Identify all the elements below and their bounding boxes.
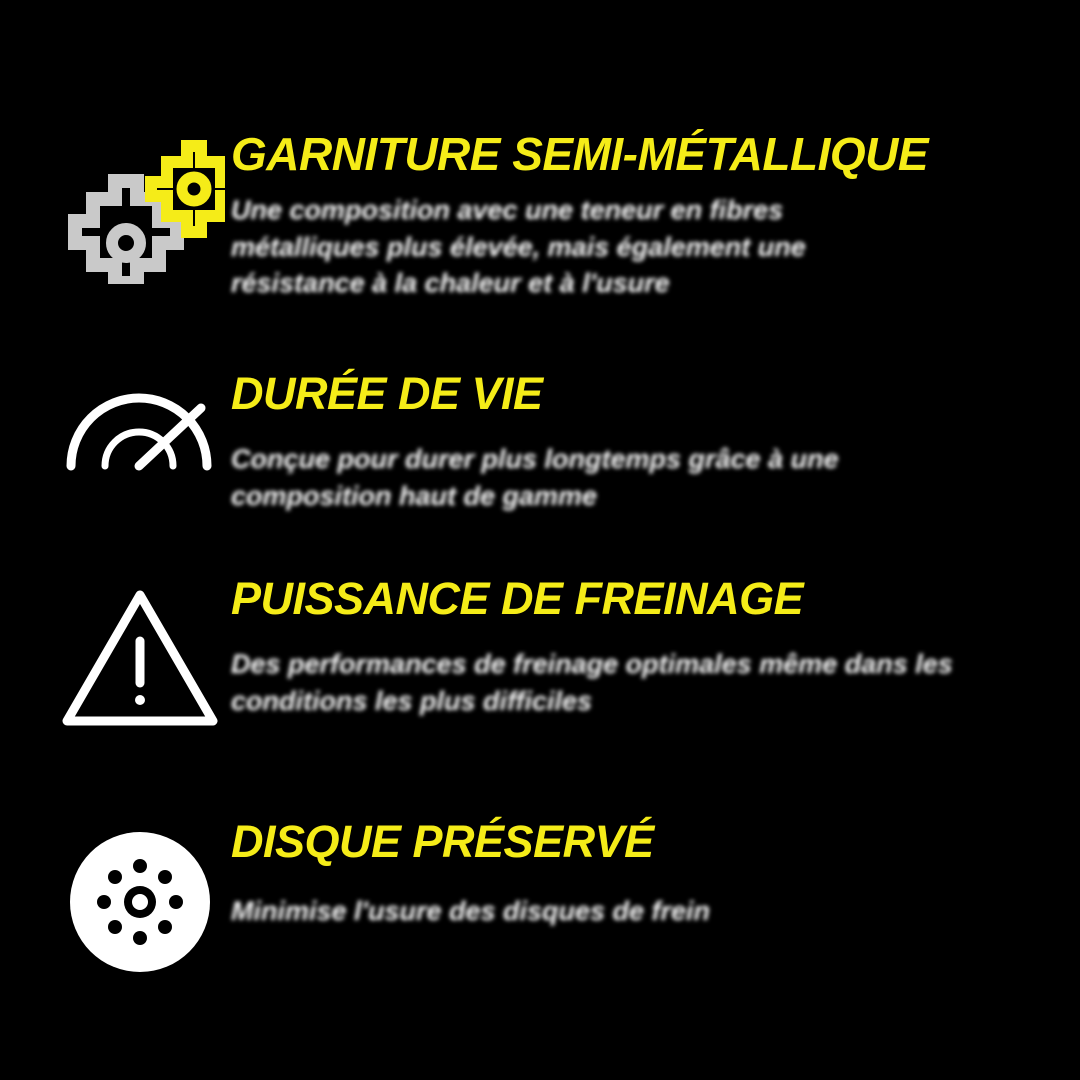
feature-title: GARNITURE SEMI-MÉTALLIQUE [231,128,929,180]
feature-item-duree-de-vie [55,370,991,514]
brake-disc-icon [55,818,225,982]
feature-title: DISQUE PRÉSERVÉ [231,816,654,867]
feature-description: Une composition avec une teneur en fibres métalliques plus élevée, mais également une résistance à la chaleur et à l'usure [231,195,806,299]
gears-icon [55,130,225,284]
feature-text [225,575,971,719]
feature-item-garniture-semi-metallique [55,130,931,302]
warning-triangle-icon [55,575,225,739]
feature-text [225,130,931,302]
feature-description: Des performances de freinage optimales même dans les conditions les plus difficiles [231,649,953,716]
feature-text [225,370,991,514]
gauge-icon [55,370,225,484]
feature-item-puissance-de-freinage [55,575,971,739]
feature-text [225,818,710,930]
feature-description: Conçue pour durer plus longtemps grâce à une composition haut de gamme [231,444,839,511]
feature-title: DURÉE DE VIE [231,368,543,419]
feature-title: PUISSANCE DE FREINAGE [231,573,804,624]
feature-item-disque-preserve [55,818,710,982]
feature-description: Minimise l'usure des disques de frein [231,896,711,927]
